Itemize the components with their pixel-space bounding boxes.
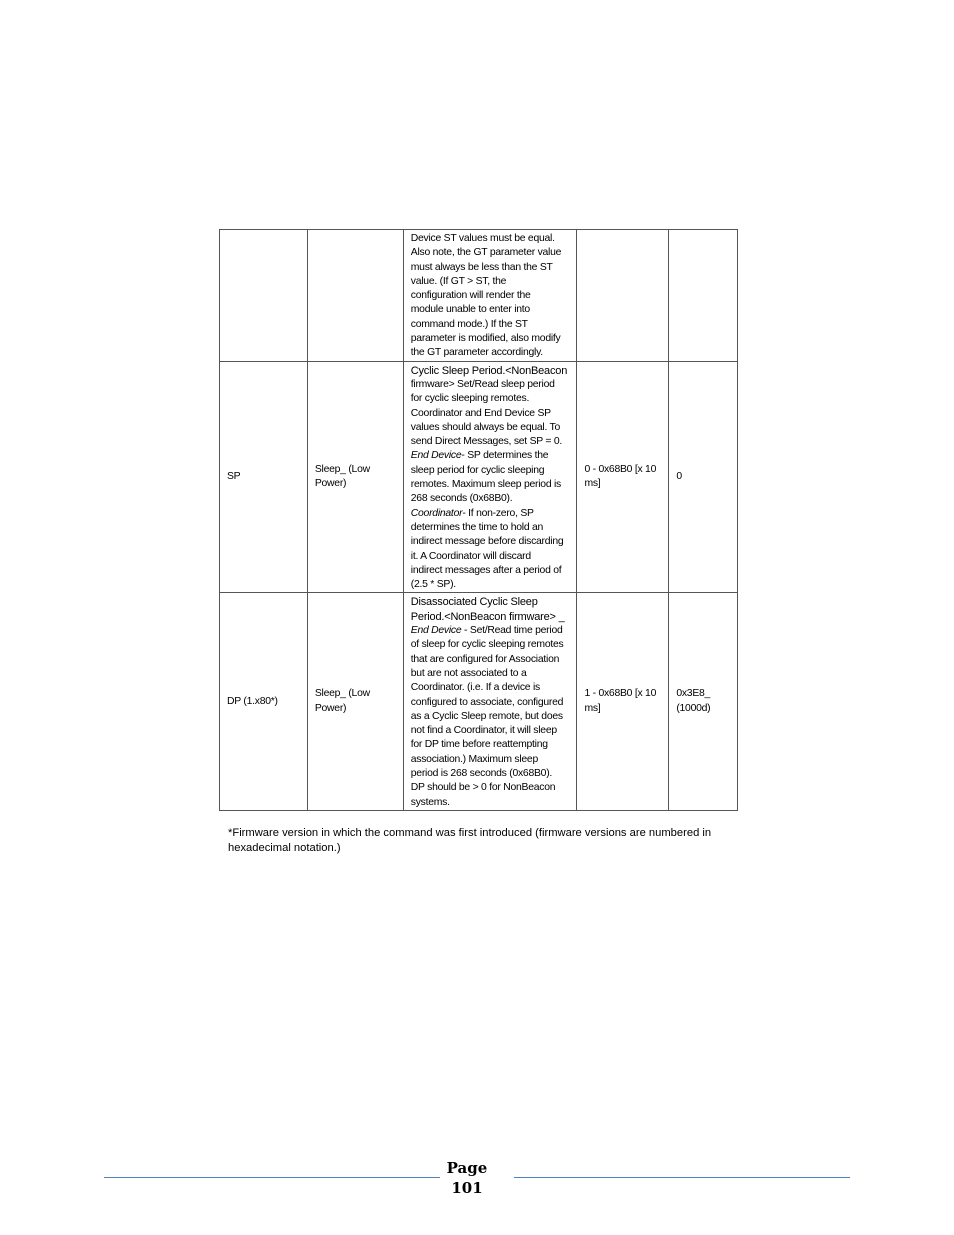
description-line: Disassociated Cyclic Sleep (410, 596, 538, 609)
description-line: systems. (410, 796, 450, 808)
description-line: End Device- SP determines the (410, 450, 549, 462)
range-cell (577, 230, 669, 362)
description-line: determines the time to hold an (410, 521, 544, 533)
page-number: 101 (451, 1179, 483, 1197)
description-line: 268 seconds (0x68B0). (410, 493, 513, 505)
description-line: for DP time before reattempting (410, 739, 548, 751)
default-cell: 0x3E8_ (1000d) (669, 593, 738, 810)
command-cell: SP (220, 361, 308, 593)
table-row (220, 593, 738, 810)
footer-divider-left (104, 1177, 440, 1178)
command-table (219, 229, 738, 811)
description-line: configured to associate, configured (410, 696, 564, 708)
description-line: association.) Maximum sleep (410, 753, 538, 765)
description-line: indirect messages after a period of (410, 564, 562, 576)
footer-divider-right (514, 1177, 850, 1178)
category-cell: Sleep_ (Low Power) (307, 593, 403, 810)
description-line: not find a Coordinator, it will sleep (410, 725, 557, 737)
role-term: Coordinator (410, 507, 463, 519)
category-cell (307, 230, 403, 362)
role-term: End Device (410, 450, 462, 462)
description-line: parameter is modified, also modify (410, 333, 561, 345)
description-line: Also note, the GT parameter value (410, 247, 562, 259)
description-line: command mode.) If the ST (410, 318, 528, 330)
page-number-label (440, 1158, 494, 1198)
description-cell (403, 593, 577, 810)
table-row (220, 230, 738, 362)
description-line: the GT parameter accordingly. (410, 347, 543, 359)
page-word: Page (446, 1159, 488, 1177)
description-line: Cyclic Sleep Period.<NonBeacon (410, 364, 568, 377)
default-cell: 0 (669, 361, 738, 593)
description-cell (403, 230, 577, 362)
description-line: of sleep for cyclic sleeping remotes (410, 639, 564, 651)
description-line: must always be less than the ST (410, 261, 553, 273)
description-line: Coordinator- If non-zero, SP (410, 507, 534, 519)
description-line: remotes. Maximum sleep period is (410, 479, 561, 491)
description-cell (403, 361, 577, 593)
command-cell: DP (1.x80*) (220, 593, 308, 810)
description-line: period is 268 seconds (0x68B0). (410, 767, 553, 779)
range-cell: 0 - 0x68B0 [x 10 ms] (577, 361, 669, 593)
description-line: it. A Coordinator will discard (410, 550, 531, 562)
description-line: but are not associated to a (410, 667, 527, 679)
default-cell (669, 230, 738, 362)
description-line: value. (If GT > ST, the (410, 275, 507, 287)
description-line: values should always be equal. To (410, 421, 561, 433)
description-line: module unable to enter into (410, 304, 530, 316)
command-cell (220, 230, 308, 362)
description-line: firmware> Set/Read sleep period (410, 378, 555, 390)
category-cell: Sleep_ (Low Power) (307, 361, 403, 593)
description-line: for cyclic sleeping remotes. (410, 393, 530, 405)
description-line: (2.5 * SP). (410, 579, 456, 591)
description-line: End Device - Set/Read time period (410, 625, 563, 637)
description-line: as a Cyclic Sleep remote, but does (410, 710, 563, 722)
role-term: End Device (410, 625, 462, 637)
description-line: sleep period for cyclic sleeping (410, 464, 545, 476)
table-row (220, 361, 738, 593)
description-line: Device ST values must be equal. (410, 233, 555, 244)
description-line: Coordinator. (i.e. If a device is (410, 682, 540, 694)
description-line: Period.<NonBeacon firmware> _ (410, 610, 565, 623)
footnote: *Firmware version in which the command was first introduced (firmware versions are numbered in hexadecimal notation.) (228, 827, 712, 854)
range-cell: 1 - 0x68B0 [x 10 ms] (577, 593, 669, 810)
description-line: DP should be > 0 for NonBeacon (410, 782, 556, 794)
description-line: indirect message before discarding (410, 536, 564, 548)
description-line: send Direct Messages, set SP = 0. (410, 436, 563, 448)
description-line: Coordinator and End Device SP (410, 407, 551, 419)
description-line: that are configured for Association (410, 653, 560, 665)
description-line: configuration will render the (410, 290, 531, 302)
